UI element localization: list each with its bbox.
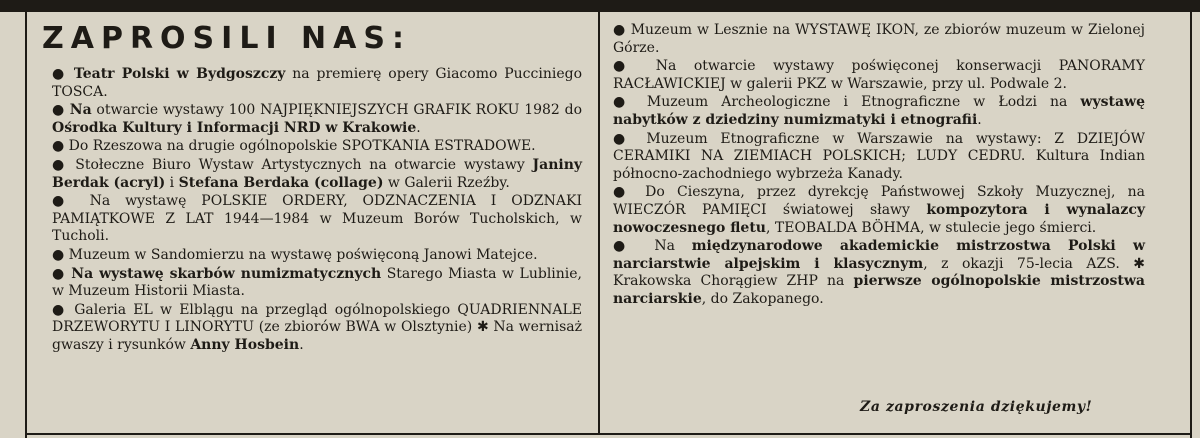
closing-thanks: Za zaproszenia dziękujemy!: [860, 399, 1093, 415]
list-item: ● Muzeum w Lesznie na WYSTAWĘ IKON, ze zbiorów muzeum w Zielonej Górze.: [613, 22, 1146, 56]
left-column: [52, 66, 582, 356]
bullet-icon: ●: [52, 246, 65, 263]
bullet-icon: ●: [613, 22, 626, 38]
bottom-border-rule: [25, 433, 1192, 435]
top-border-rule: [0, 0, 1200, 12]
bullet-icon: ●: [52, 138, 65, 155]
list-item: ● Galeria EL w Elblągu na przegląd ogólnopolskiego QUADRIENNALE DRZEWORYTU I LINORYTU (ze zbiorów BWA w Olsztynie) ✱ Na wernisaż gwaszy i rysunków Anny Hosbein.: [52, 301, 583, 353]
bullet-icon: ●: [613, 130, 634, 147]
list-item: ● Do Cieszyna, przez dyrekcję Państwowej Szkoły Muzycznej, na WIECZÓR PAMIĘCI światowej sławy kompozytora i wynalazcy nowoczesnego fletu, TEOBALDA BÖHMA, w stulecie jego śmierci.: [613, 184, 1146, 236]
bullet-icon: ●: [613, 238, 638, 255]
left-border-rule: [25, 0, 27, 438]
bullet-icon: ●: [52, 301, 67, 318]
list-item: ● Na otwarcie wystawy 100 NAJPIĘKNIEJSZYCH GRAFIK ROKU 1982 do Ośrodka Kultury i Informacji NRD w Krakowie.: [52, 102, 583, 136]
list-item: ● Na otwarcie wystawy poświęconej konserwacji PANORAMY RACŁAWICKIEJ w galerii PKZ w Warszawie, przy ul. Podwale 2.: [613, 58, 1145, 92]
bullet-icon: ●: [613, 58, 639, 75]
bullet-icon: ●: [52, 265, 66, 282]
list-item: ● Na wystawę POLSKIE ORDERY, ODZNACZENIA I ODZNAKI PAMIĄTKOWE Z LAT 1944—1984 w Muzeum Borów Tucholskich, w Tucholi.: [52, 193, 582, 245]
bullet-icon: ●: [52, 66, 67, 82]
bullet-icon: ●: [52, 156, 68, 173]
list-item: ● Muzeum Archeologiczne i Etnograficzne w Łodzi na wystawę nabytków z dziedziny numizmatyki i etnografii.: [613, 94, 1145, 128]
column-divider-rule: [598, 12, 600, 433]
right-column: [613, 22, 1145, 310]
list-item: ● Na międzynarodowe akademickie mistrzostwa Polski w narciarstwie alpejskim i klasycznym, z okazji 75-lecia AZS. ✱ Krakowska Chorągiew ZHP na pierwsze ogólnopolskie mistrzostwa narciarskie, do Zakopanego.: [613, 238, 1145, 307]
list-item: ● Do Rzeszowa na drugie ogólnopolskie SPOTKANIA ESTRADOWE.: [52, 138, 536, 155]
bullet-icon: ●: [613, 184, 633, 201]
right-border-rule: [1190, 0, 1192, 438]
list-item: ● Stołeczne Biuro Wystaw Artystycznych na otwarcie wystawy Janiny Berdak (acryl) i Stefana Berdaka (collage) w Galerii Rzeźby.: [52, 156, 583, 191]
bullet-icon: ●: [613, 94, 634, 111]
list-item: ● Na wystawę skarbów numizmatycznych Starego Miasta w Lublinie, w Muzeum Historii Miasta.: [52, 265, 582, 300]
section-heading: ZAPROSILI NAS:: [42, 21, 411, 56]
star-separator-icon: ✱: [1133, 255, 1145, 272]
star-separator-icon: ✱: [476, 319, 489, 336]
list-item: ● Muzeum Etnograficzne w Warszawie na wystawy: Z DZIEJÓW CERAMIKI NA ZIEMIACH POLSKICH; LUDY CEDRU. Kultura Indian północno-zachodniego wybrzeża Kanady.: [613, 130, 1146, 182]
list-item: ● Teatr Polski w Bydgoszczy na premierę opery Giacomo Pucciniego TOSCA.: [52, 66, 583, 100]
list-item: ● Muzeum w Sandomierzu na wystawę poświęconą Janowi Matejce.: [52, 246, 538, 263]
bullet-icon: ●: [52, 193, 75, 210]
bullet-icon: ●: [52, 102, 65, 119]
